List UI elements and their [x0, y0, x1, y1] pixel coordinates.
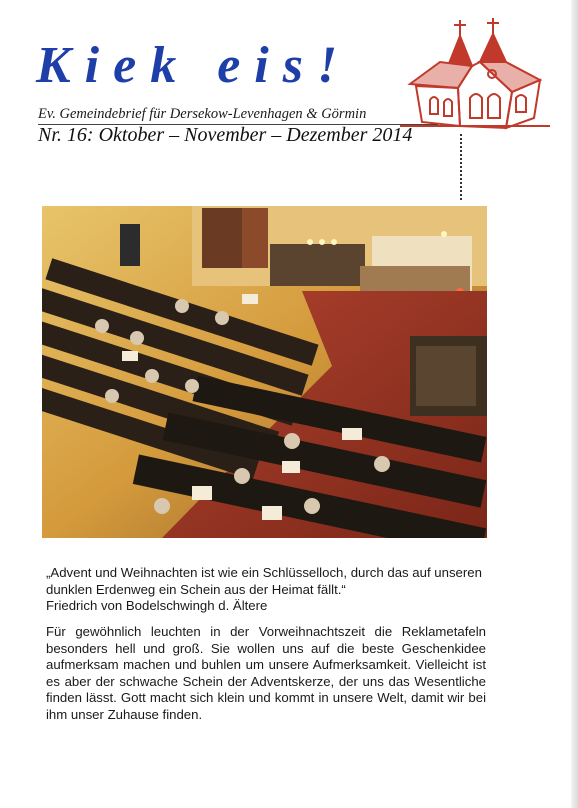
page-edge — [571, 0, 578, 808]
newsletter-title: Kiek eis! — [36, 37, 352, 94]
newsletter-subtitle: Ev. Gemeindebrief für Dersekow-Levenhagen & Görmin — [38, 106, 438, 125]
issue-line: Nr. 16: Oktober – November – Dezember 2014 — [38, 124, 413, 146]
dotted-separator — [460, 134, 464, 200]
quote-text: „Advent und Weihnachten ist wie ein Schlüsselloch, durch das auf unseren dunklen Erdenweg ein Schein aus der Heimat fällt.“ — [46, 565, 482, 597]
body-paragraph: Für gewöhnlich leuchten in der Vorweihnachtszeit die Reklametafeln besonders hell und groß. Sie wollen uns auf die beste Geschenkidee aufmerksam machen und buhlen um unsere Aufmerksamkeit. Vielleicht ist es aber der schwache Schein der Adventskerze, der uns das Wesentliche finden lässt. Gott macht sich klein und kommt in unsere Welt, damit wir bei ihm unser Zuhause finden. — [46, 624, 486, 722]
quote-author: Friedrich von Bodelschwingh d. Ältere — [46, 598, 268, 613]
church-interior-photo — [42, 206, 487, 538]
quote-block — [46, 565, 486, 615]
